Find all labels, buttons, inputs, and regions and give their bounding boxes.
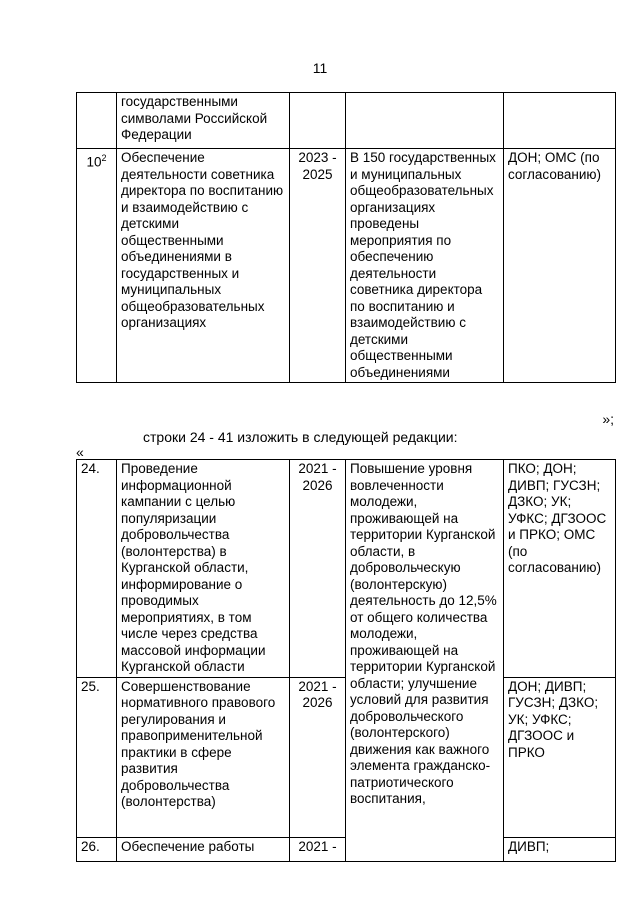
- action-name: Обеспечение работы: [121, 838, 255, 854]
- table-row-continuation: [77, 93, 616, 149]
- action-name-continuation: государственными символами Российской Федерации: [121, 94, 268, 142]
- amendment-instruction: строки 24 - 41 изложить в следующей редакции:: [143, 429, 458, 445]
- row-number: 10: [86, 154, 102, 170]
- action-name: Совершенствование нормативного правового регулирования и правоприменительной практики в сфере развития добровольчества (волонтерства): [121, 678, 276, 809]
- action-executor: ПКО; ДОН; ДИВП; ГУСЗН; ДЗКО; УК; УФКС; ДГЗООС и ПРКО; ОМС (по согласованию): [508, 461, 607, 575]
- table-row-10-2: [77, 149, 616, 383]
- action-period: 2021 -: [298, 838, 337, 854]
- row-number: 25.: [81, 678, 100, 694]
- closing-quote: »;: [602, 411, 614, 427]
- row-number: 24.: [81, 461, 100, 476]
- action-period: 2021 - 2026: [298, 678, 337, 710]
- table-row-24: [77, 460, 616, 678]
- action-executor: ДОН; ДИВП; ГУСЗН; ДЗКО; УК; УФКС; ДГЗООС и ПРКО: [508, 678, 599, 760]
- action-period: 2023 - 2025: [298, 150, 337, 182]
- action-plan-table-top: [76, 92, 616, 383]
- action-name: Проведение информационной кампании с целью популяризации добровольчества (волонтерства) в Курганской области, информирование о проводимых мероприятиях, в том числе через средства массовой информации Курганской области: [121, 461, 266, 674]
- action-name: Обеспечение деятельности советника директора по воспитанию и взаимодействию с детскими общественными объединениями в государственных и муниципальных общеобразовательных организациях: [121, 150, 284, 330]
- action-period: 2021 - 2026: [298, 461, 337, 493]
- action-executor: ДИВП;: [508, 838, 550, 854]
- merged-action-result: Повышение уровня вовлеченности молодежи, проживающей на территории Курганской области, в добровольческую (волонтерскую) деятельность до 12,5% от общего количества молодежи, проживающей на территории Курганской области; улучшение условий для развития добровольческого (волонтерского) движения как важного элемента гражданско-патриотического воспитания,: [350, 461, 497, 806]
- action-executor: ДОН; ОМС (по согласованию): [508, 150, 601, 182]
- row-number: 26.: [81, 838, 100, 854]
- row-number-superscript: 2: [101, 153, 107, 163]
- action-result: В 150 государственных и муниципальных общеобразовательных организациях проведены мероприятия по обеспечению деятельности советника директора по воспитанию и взаимодействию с детскими общественными объединениями: [350, 150, 496, 380]
- page-number: 11: [312, 60, 328, 76]
- opening-quote: «: [76, 444, 84, 460]
- action-plan-table-bottom: [76, 459, 616, 862]
